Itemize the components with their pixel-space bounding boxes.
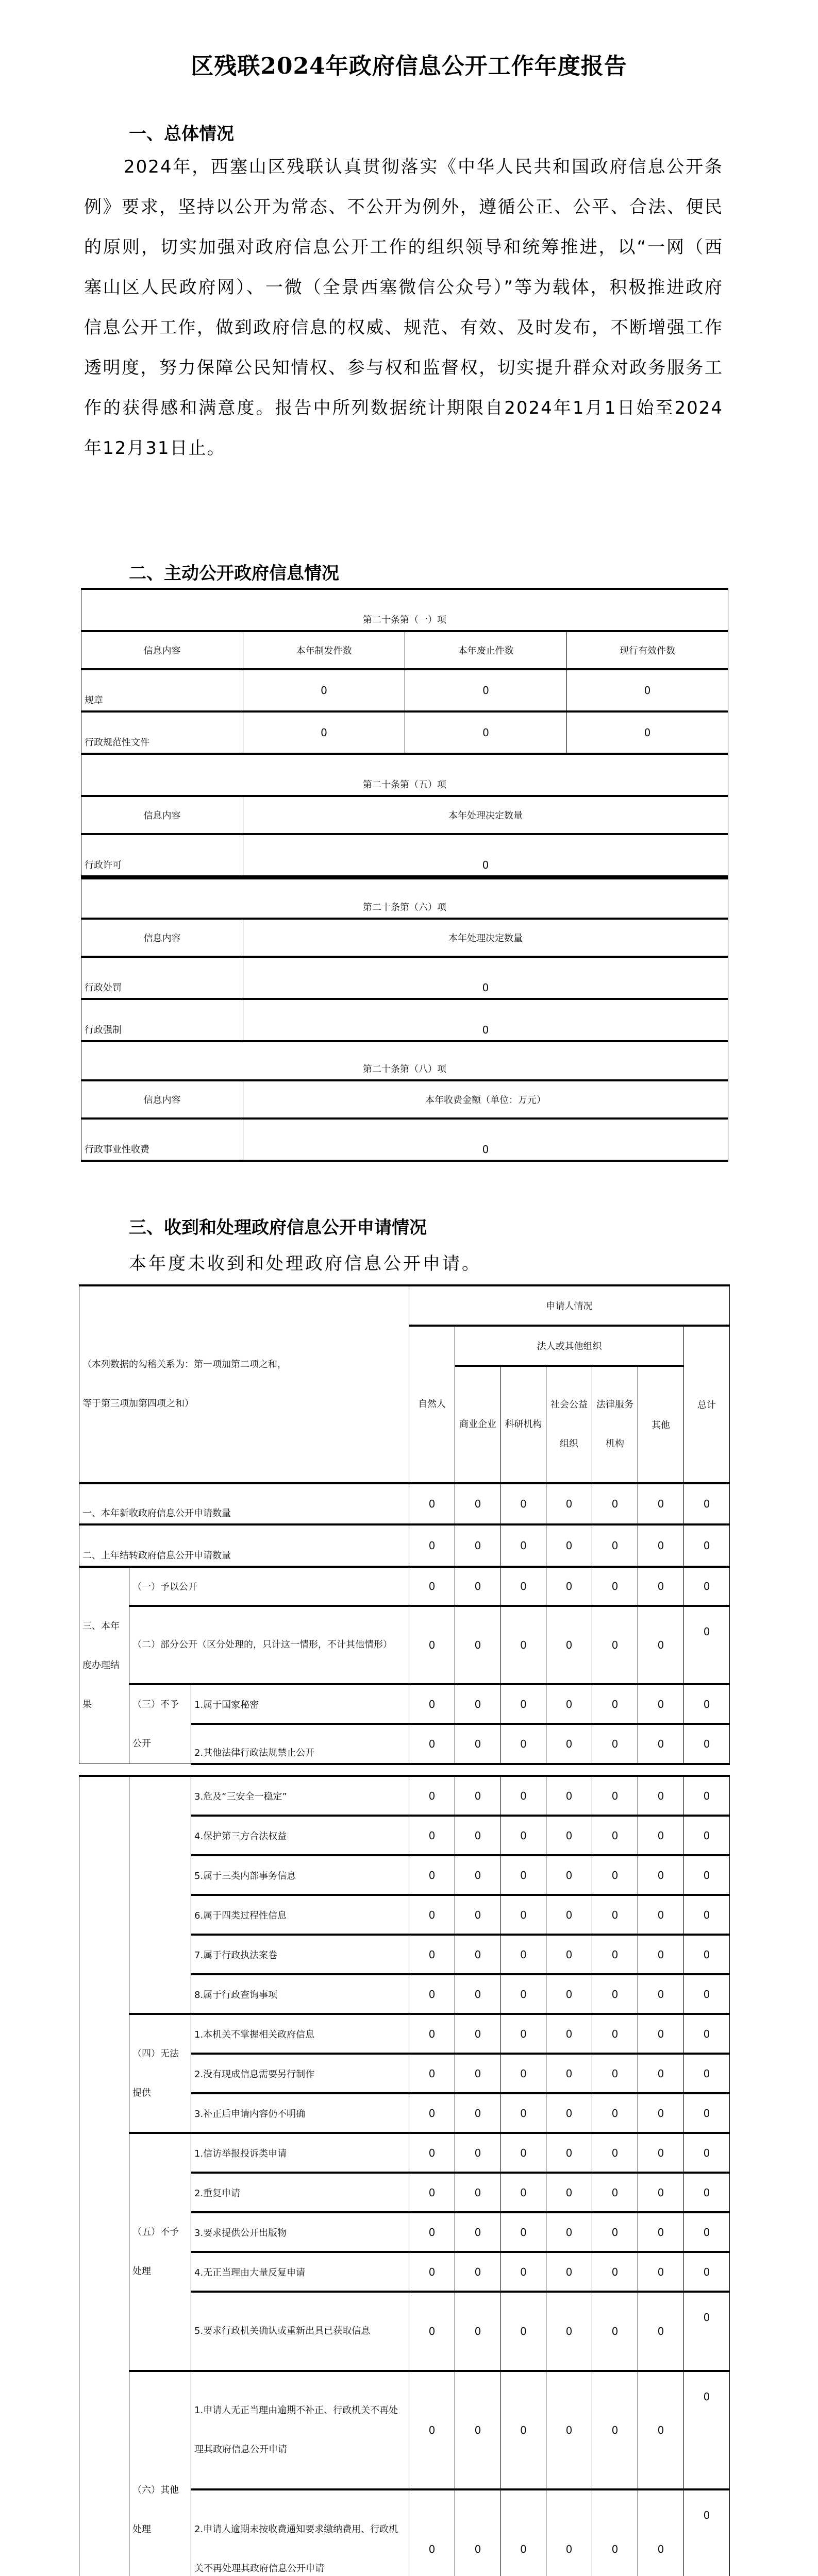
cell-value: 0 [638,1895,684,1935]
table-row [79,1567,730,1606]
cell-value: 0 [546,1606,592,1684]
cell-value: 0 [592,1567,638,1606]
row-label: 2.没有现成信息需要另行制作 [191,2054,409,2093]
cell-value: 0 [546,1935,592,1974]
cell-value: 0 [592,1855,638,1895]
row-label: 行政许可 [81,834,243,876]
cell-value: 0 [409,1855,455,1895]
cell-value: 0 [409,2093,455,2133]
cell-value: 0 [638,2014,684,2054]
cell-value: 0 [501,2173,546,2212]
row-label: 行政强制 [81,999,243,1041]
cell-value: 0 [501,2489,546,2576]
cell-value: 0 [592,2093,638,2133]
row-label: 5.属于三类内部事务信息 [191,1855,409,1895]
cell-value: 0 [455,2014,501,2054]
cell-value: 0 [409,2252,455,2292]
cell-value: 0 [501,1855,546,1895]
cell-value: 0 [501,2292,546,2371]
cell-value: 0 [592,1524,638,1567]
row-label: 3.补正后申请内容仍不明确 [191,2093,409,2133]
cell-value: 0 [501,2212,546,2252]
cell-value: 0 [455,2212,501,2252]
cell-value: 0 [638,2093,684,2133]
cell-value: 0 [455,1855,501,1895]
blank-cell [79,1776,129,2576]
cell-value: 0 [455,2093,501,2133]
cell-value: 0 [409,1895,455,1935]
row-label: 8.属于行政查询事项 [191,1974,409,2014]
cell-value: 0 [455,2489,501,2576]
cell-value: 0 [455,1895,501,1935]
row-label: 6.属于四类过程性信息 [191,1895,409,1935]
other-header: 其他 [638,1366,684,1483]
cell-value: 0 [684,1567,730,1606]
cell-value: 0 [501,1567,546,1606]
legal-service-header: 法律服务机构 [592,1366,638,1483]
social-header: 社会公益组织 [546,1366,592,1483]
row-label: 行政规范性文件 [81,711,243,754]
cell-value: 0 [409,2292,455,2371]
cell-value: 0 [546,2252,592,2292]
cell-value: 0 [638,1935,684,1974]
col-header: 本年处理决定数量 [243,919,728,957]
section1-heading: 一、总体情况 [129,124,234,144]
header-note [79,1285,409,1483]
cell-value: 0 [546,2173,592,2212]
row-label: 行政事业性收费 [81,1118,243,1161]
cell-value: 0 [638,2252,684,2292]
row-label: （二）部分公开（区分处理的，只计这一情形，不计其他情形） [129,1606,409,1684]
cell-value: 0 [409,2212,455,2252]
cell-value: 0 [638,1606,684,1684]
table-row [81,1118,728,1161]
cell-value: 0 [409,1935,455,1974]
cell-value: 0 [546,2093,592,2133]
cell-value: 0 [409,2054,455,2093]
cell-value: 0 [455,2252,501,2292]
cell-value: 0 [638,1567,684,1606]
item6-title: 第二十条第（六）项 [81,878,728,919]
cell-value: 0 [638,2212,684,2252]
cell-value: 0 [501,1684,546,1724]
cell-value: 0 [567,711,728,754]
cell-value: 0 [501,2054,546,2093]
natural-person-header: 自然人 [409,1326,455,1483]
cell-value: 0 [455,2173,501,2212]
cell-value: 0 [409,1776,455,1816]
cell-value: 0 [455,1524,501,1567]
cell-value: 0 [455,1724,501,1764]
cell-value: 0 [409,1524,455,1567]
not-processed-label: （五）不予处理 [129,2133,191,2371]
cell-value: 0 [638,2292,684,2371]
cell-value: 0 [501,2133,546,2173]
cell-value: 0 [684,2292,730,2371]
cell-value: 0 [684,1483,730,1524]
cell-value: 0 [243,1118,728,1161]
col-header: 本年制发件数 [243,631,405,669]
cell-value: 0 [409,2173,455,2212]
col-header: 现行有效件数 [567,631,728,669]
cell-value: 0 [684,2093,730,2133]
cell-value: 0 [546,1855,592,1895]
table-row [79,1606,730,1684]
cell-value: 0 [409,1724,455,1764]
cell-value: 0 [638,1816,684,1855]
cell-value: 0 [455,2133,501,2173]
cell-value: 0 [546,1895,592,1935]
report-title: 区残联2024年政府信息公开工作年度报告 [191,53,627,79]
cell-value: 0 [546,1483,592,1524]
row-label: 1.申请人无正当理由逾期不补正、行政机关不再处理其政府信息公开申请 [191,2371,409,2489]
row-label: 2.其他法律行政法规禁止公开 [191,1724,409,1764]
cell-value: 0 [409,1483,455,1524]
cell-value: 0 [455,1606,501,1684]
section2-heading: 二、主动公开政府信息情况 [129,563,339,584]
application-table-part2 [79,1775,730,2576]
cell-value: 0 [684,2014,730,2054]
commercial-header: 商业企业 [455,1366,501,1483]
cell-value: 0 [455,1776,501,1816]
row-label: 二、上年结转政府信息公开申请数量 [79,1524,409,1567]
row-label: 1.属于国家秘密 [191,1684,409,1724]
cell-value: 0 [501,1974,546,2014]
cell-value: 0 [501,1724,546,1764]
cell-value: 0 [684,1684,730,1724]
cell-value: 0 [546,2133,592,2173]
cell-value: 0 [405,669,567,711]
cell-value: 0 [592,2173,638,2212]
cell-value: 0 [684,2489,730,2576]
cell-value: 0 [546,2014,592,2054]
col-header: 本年废止件数 [405,631,567,669]
col-header: 本年收费金额（单位：万元） [243,1080,728,1118]
table-row [81,999,728,1041]
cell-value: 0 [546,2489,592,2576]
cell-value: 0 [546,1816,592,1855]
cell-value: 0 [684,1974,730,2014]
cell-value: 0 [546,2371,592,2489]
cell-value: 0 [455,1684,501,1724]
cell-value: 0 [455,2054,501,2093]
cell-value: 0 [546,2054,592,2093]
cell-value: 0 [592,1684,638,1724]
item1-title: 第二十条第（一）项 [81,589,728,631]
cell-value: 0 [546,1567,592,1606]
cell-value: 0 [501,1483,546,1524]
not-open-label [129,1776,191,2014]
cell-value: 0 [638,1855,684,1895]
cell-value: 0 [546,2292,592,2371]
cell-value: 0 [409,1567,455,1606]
cell-value: 0 [501,2371,546,2489]
cell-value: 0 [409,1606,455,1684]
col-header: 信息内容 [81,919,243,957]
cell-value: 0 [455,1935,501,1974]
col-header: 本年处理决定数量 [243,796,728,834]
cell-value: 0 [592,1816,638,1855]
cell-value: 0 [592,2252,638,2292]
cell-value: 0 [638,1684,684,1724]
cell-value: 0 [501,2252,546,2292]
cell-value: 0 [567,669,728,711]
cell-value: 0 [592,2133,638,2173]
other-processing-label: （六）其他处理 [129,2371,191,2576]
applicant-header: 申请人情况 [409,1285,730,1326]
cell-value: 0 [592,2014,638,2054]
row-label: 行政处罚 [81,957,243,999]
cell-value: 0 [409,2133,455,2173]
total-header: 总计 [684,1326,730,1483]
research-header: 科研机构 [501,1366,546,1483]
cell-value: 0 [684,1776,730,1816]
cell-value: 0 [684,2054,730,2093]
cell-value: 0 [546,1524,592,1567]
cell-value: 0 [455,2371,501,2489]
proactive-disclosure-table-2 [81,877,728,1162]
table-row [79,2371,730,2489]
cell-value: 0 [501,2093,546,2133]
row-label: 7.属于行政执法案卷 [191,1935,409,1974]
col-header: 信息内容 [81,796,243,834]
cell-value: 0 [243,957,728,999]
row-label: 1.信访举报投诉类申请 [191,2133,409,2173]
cell-value: 0 [592,2292,638,2371]
cell-value: 0 [243,669,405,711]
cell-value: 0 [638,2489,684,2576]
section3-heading: 三、收到和处理政府信息公开申请情况 [129,1217,427,1238]
row-label: 4.保护第三方合法权益 [191,1816,409,1855]
not-open-label: （三）不予公开 [129,1684,191,1764]
cell-value: 0 [409,1974,455,2014]
cell-value: 0 [638,2054,684,2093]
col-header: 信息内容 [81,631,243,669]
cell-value: 0 [684,2212,730,2252]
cell-value: 0 [638,1724,684,1764]
cell-value: 0 [455,2292,501,2371]
item8-title: 第二十条第（八）项 [81,1041,728,1080]
table-row [79,1483,730,1524]
cell-value: 0 [684,1935,730,1974]
cell-value: 0 [501,1895,546,1935]
cell-value: 0 [592,2212,638,2252]
cell-value: 0 [592,1483,638,1524]
cell-value: 0 [546,1974,592,2014]
item5-title: 第二十条第（五）项 [81,754,728,796]
row-label: 2.重复申请 [191,2173,409,2212]
cell-value: 0 [409,2371,455,2489]
cell-value: 0 [592,1895,638,1935]
cell-value: 0 [592,1935,638,1974]
cell-value: 0 [501,1606,546,1684]
cell-value: 0 [546,1776,592,1816]
proactive-disclosure-table-1 [81,588,728,877]
cell-value: 0 [243,834,728,876]
row-label: 1.本机关不掌握相关政府信息 [191,2014,409,2054]
table-row [79,2133,730,2173]
cell-value: 0 [684,2252,730,2292]
cell-value: 0 [409,2014,455,2054]
cell-value: 0 [638,2371,684,2489]
cell-value: 0 [638,2173,684,2212]
cell-value: 0 [501,1935,546,1974]
cell-value: 0 [409,1816,455,1855]
cell-value: 0 [684,1524,730,1567]
header-note-line2: 等于第三项加第四项之和） [82,1398,194,1409]
cell-value: 0 [501,2014,546,2054]
header-note-line1: （本列数据的勾稽关系为：第一项加第二项之和， [82,1359,287,1370]
row-label: 2.申请人逾期未按收费通知要求缴纳费用、行政机关不再处理其政府信息公开申请 [191,2489,409,2576]
row-label: 3.危及“三安全一稳定” [191,1776,409,1816]
table-row [81,711,728,754]
cell-value: 0 [546,1724,592,1764]
cell-value: 0 [455,1816,501,1855]
application-table-part1 [79,1284,730,1765]
row-label: （一）予以公开 [129,1567,409,1606]
cell-value: 0 [592,2489,638,2576]
row-label: 规章 [81,669,243,711]
row-label: 3.要求提供公开出版物 [191,2212,409,2252]
cell-value: 0 [592,1974,638,2014]
cell-value: 0 [409,1684,455,1724]
cell-value: 0 [243,999,728,1041]
cell-value: 0 [684,1816,730,1855]
table-row [81,669,728,711]
legal-org-header: 法人或其他组织 [455,1326,684,1366]
table-row [79,1776,730,1816]
cell-value: 0 [684,1895,730,1935]
cell-value: 0 [592,2371,638,2489]
cell-value: 0 [684,1855,730,1895]
group3-label: 三、本年度办理结果 [79,1567,129,1764]
cell-value: 0 [592,2054,638,2093]
cell-value: 0 [455,1567,501,1606]
row-label: 一、本年新收政府信息公开申请数量 [79,1483,409,1524]
cell-value: 0 [592,1606,638,1684]
cell-value: 0 [546,1684,592,1724]
table-row [79,1684,730,1724]
cell-value: 0 [638,1974,684,2014]
table-row [81,957,728,999]
cell-value: 0 [592,1724,638,1764]
cell-value: 0 [638,2133,684,2173]
row-label: 5.要求行政机关确认或重新出具已获取信息 [191,2292,409,2371]
cell-value: 0 [501,1524,546,1567]
section1-paragraph: 2024年，西塞山区残联认真贯彻落实《中华人民共和国政府信息公开条例》要求，坚持以公开为常态、不公开为例外，遵循公正、公平、合法、便民的原则，切实加强对政府信息公开工作的组织领导和统筹推进，以“一网（西塞山区人民政府网）、一微（全景西塞微信公众号）”等为载体，积极推进政府信息公开工作，做到政府信息的权威、规范、有效、及时发布，不断增强工作透明度，努力保障公民知情权、参与权和监督权，切实提升群众对政务服务工作的获得感和满意度。报告中所列数据统计期限自2024年1月1日始至2024年12月31日止。 [84,157,723,459]
cell-value: 0 [684,1606,730,1684]
cell-value: 0 [501,1776,546,1816]
cell-value: 0 [546,2212,592,2252]
cell-value: 0 [405,711,567,754]
cell-value: 0 [243,711,405,754]
row-label: 4.无正当理由大量反复申请 [191,2252,409,2292]
cannot-provide-label: （四）无法提供 [129,2014,191,2133]
cell-value: 0 [638,1483,684,1524]
table-row [79,1524,730,1567]
cell-value: 0 [501,1816,546,1855]
table-row [81,834,728,876]
cell-value: 0 [455,1974,501,2014]
cell-value: 0 [455,1483,501,1524]
section3-note: 本年度未收到和处理政府信息公开申请。 [129,1253,481,1274]
cell-value: 0 [684,1724,730,1764]
cell-value: 0 [409,2489,455,2576]
cell-value: 0 [684,2133,730,2173]
col-header: 信息内容 [81,1080,243,1118]
cell-value: 0 [638,1776,684,1816]
cell-value: 0 [684,2371,730,2489]
cell-value: 0 [638,1524,684,1567]
cell-value: 0 [592,1776,638,1816]
cell-value: 0 [684,2173,730,2212]
table-row [79,2014,730,2054]
